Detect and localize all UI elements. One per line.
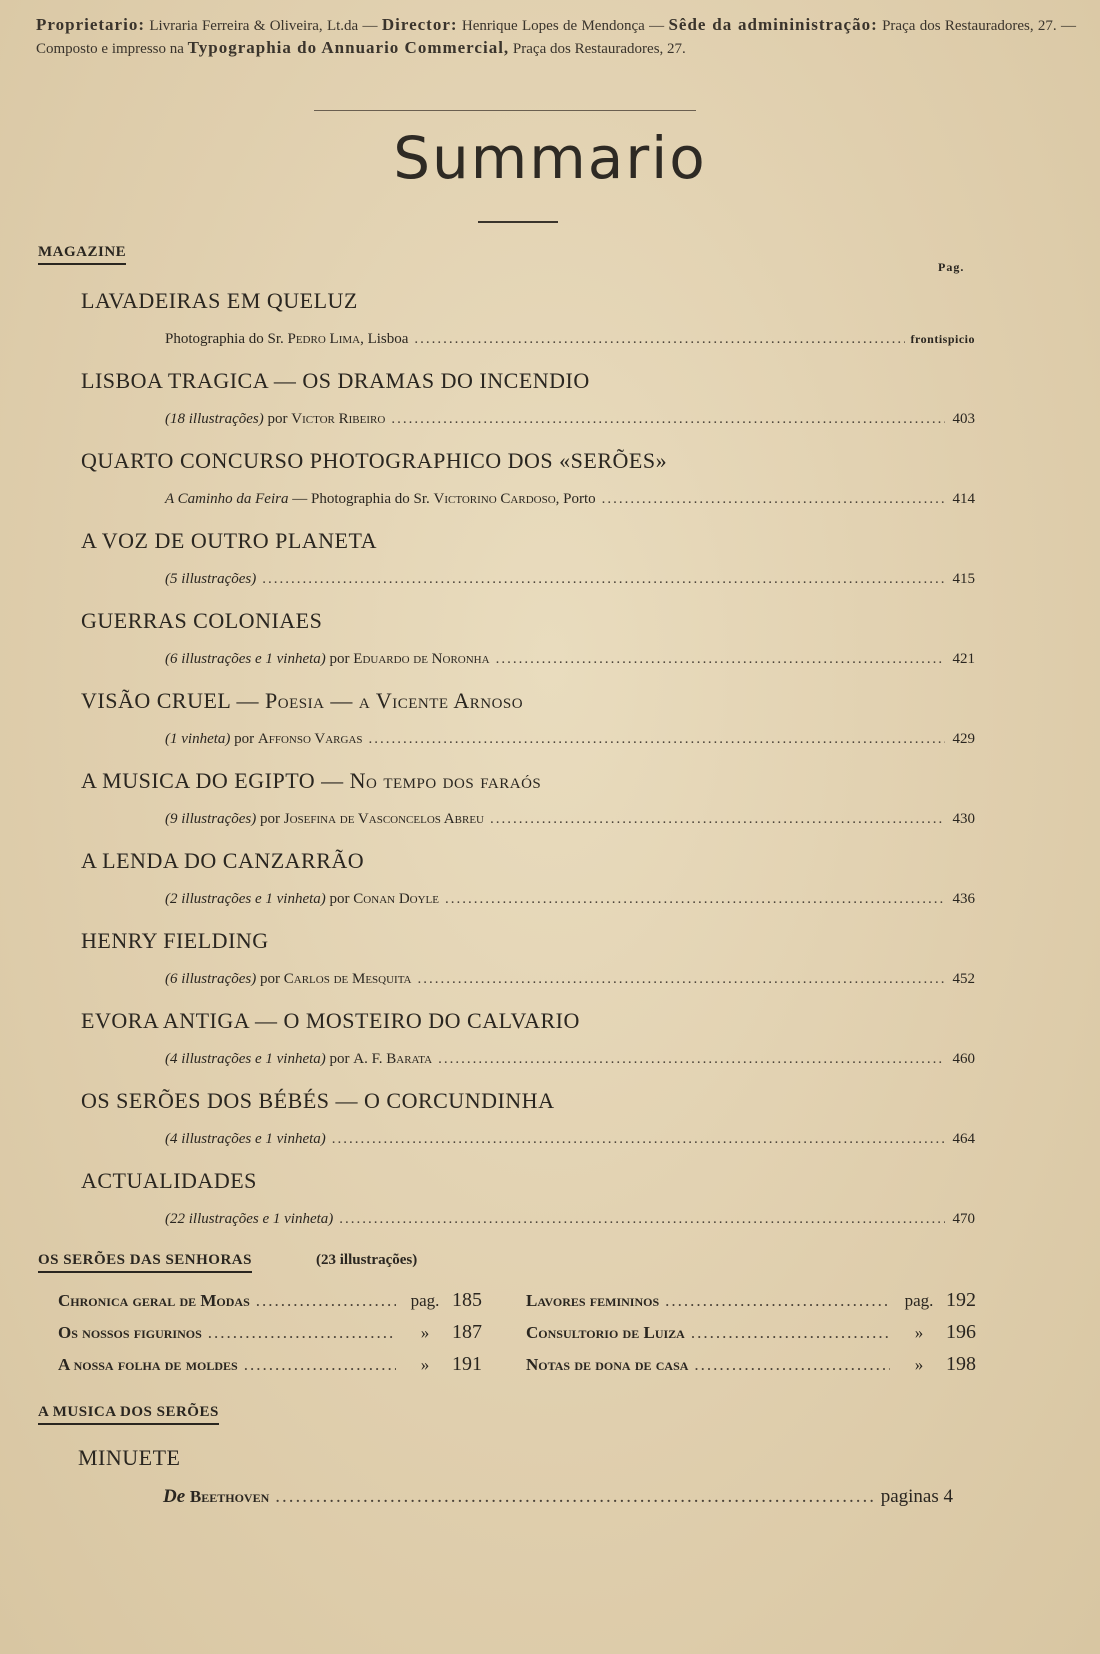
senhoras-item-pag: pag. (904, 1291, 934, 1310)
entry-desc-text: por (256, 971, 284, 987)
magazine-heading: MAGAZINE (38, 244, 126, 265)
entry-title-text: A MUSICA DO EGIPTO — (81, 768, 350, 793)
sede-label: Sêde da admininistração: (668, 15, 878, 34)
entry-description (165, 1211, 333, 1228)
entry-desc-text: por (325, 651, 354, 667)
musica-title: MINUETE (78, 1445, 181, 1470)
entry-page-number: 436 (952, 891, 975, 907)
leader-dots (445, 891, 945, 908)
entry-description (165, 331, 408, 348)
entry-desc-text: Photographia do Sr. (165, 331, 288, 347)
entry-title (81, 608, 322, 634)
leader-dots (332, 1131, 945, 1148)
entry-line (165, 811, 975, 833)
entry-line (165, 411, 975, 433)
entry-line (165, 891, 975, 913)
senhoras-heading-sub: (23 illustrações) (316, 1252, 418, 1268)
entry-line (165, 1131, 975, 1153)
leader-dots (262, 571, 945, 588)
entry-illustrations: (18 illustrações) (165, 411, 264, 427)
senhoras-item-pag: » (420, 1355, 430, 1374)
leader-dots (339, 1211, 945, 1228)
entry-page-number: 464 (952, 1131, 975, 1147)
entry-page-number: 421 (952, 651, 975, 667)
entry-illustrations: (4 illustrações e 1 vinheta) (165, 1131, 326, 1147)
entry-description (165, 1131, 326, 1148)
senhoras-item-page-number: 198 (946, 1353, 976, 1375)
entry-illustrations: (2 illustrações e 1 vinheta) (165, 891, 326, 907)
leader-dots (490, 811, 945, 828)
entry-illustrations: (5 illustrações) (165, 571, 257, 587)
entry-illustrations: (4 illustrações e 1 vinheta) (165, 1051, 326, 1067)
entry-page-number: frontispicio (910, 332, 975, 346)
entry-title (81, 688, 523, 714)
entry-illustrations: (22 illustrações e 1 vinheta) (165, 1211, 334, 1227)
leader-dots (256, 1291, 396, 1311)
entry-title-text: GUERRAS COLONIAES (81, 608, 323, 633)
leader-dots (208, 1323, 396, 1343)
leader-dots (244, 1355, 396, 1375)
entry-title-text: OS SERÕES DOS BÉBÉS — O CORCUNDINHA (81, 1088, 555, 1113)
entry-description (165, 1051, 432, 1068)
entry-line (165, 1051, 975, 1073)
senhoras-item-page-number: 191 (452, 1353, 482, 1375)
entry-description (165, 891, 439, 908)
musica-heading: A MUSICA DOS SERÕES (38, 1404, 219, 1425)
senhoras-item-label: A nossa folha de moldes (58, 1355, 238, 1374)
entry-description (165, 731, 363, 748)
entry-author: A. F. Barata (353, 1051, 433, 1067)
entry-description (165, 971, 412, 988)
senhoras-item-page-number: 187 (452, 1321, 482, 1343)
senhoras-item-page-number: 192 (946, 1289, 976, 1311)
entry-desc-text: por (263, 411, 292, 427)
entry-page-number: 429 (952, 731, 975, 747)
entry-title (81, 528, 377, 554)
entry-page-number: 470 (952, 1211, 975, 1227)
entry-title (81, 928, 269, 954)
musica-author: Beethoven (189, 1487, 270, 1506)
entry-title-text: QUARTO CONCURSO PHOTOGRAPHICO DOS «SERÕES» (81, 448, 668, 473)
leader-dots (391, 411, 945, 428)
entry-desc-text: por (256, 811, 284, 827)
leader-dots (691, 1323, 890, 1343)
entry-title-text: ACTUALIDADES (81, 1168, 257, 1193)
senhoras-item (58, 1353, 482, 1381)
senhoras-item-pag: » (914, 1355, 924, 1374)
entry-line (165, 331, 975, 353)
proprietario-label: Proprietario: (36, 15, 145, 34)
entry-desc-text: por (325, 1051, 354, 1067)
entry-page-number: 430 (952, 811, 975, 827)
senhoras-item (526, 1289, 976, 1317)
entry-description (165, 571, 256, 588)
entry-description (165, 491, 596, 508)
entry-desc-text: por (230, 731, 258, 747)
entry-title (81, 368, 590, 394)
musica-line (163, 1486, 953, 1512)
entry-author: Conan Doyle (353, 891, 439, 907)
title-rule (478, 221, 558, 223)
entry-illustrations: (9 illustrações) (165, 811, 257, 827)
masthead (36, 14, 1076, 60)
leader-dots (369, 731, 945, 748)
sede-text: Praça dos Restauradores, 27. — Composto e impresso na (36, 18, 1077, 57)
senhoras-heading-title: OS SERÕES DAS SENHORAS (38, 1252, 252, 1268)
entry-line (165, 1211, 975, 1233)
entry-desc-after: , Lisboa (360, 331, 409, 347)
entry-line (165, 491, 975, 513)
entry-page-number: 415 (952, 571, 975, 587)
entry-title-text: LISBOA TRAGICA — OS DRAMAS DO INCENDIO (81, 368, 590, 393)
entry-illustrations: (1 vinheta) (165, 731, 231, 747)
entry-illustrations: (6 illustrações) (165, 971, 257, 987)
typographia-text: Praça dos Restauradores, 27. (512, 41, 686, 57)
leader-dots (496, 651, 945, 668)
entry-title (81, 848, 364, 874)
entry-title (81, 1088, 554, 1114)
leader-dots (414, 331, 904, 348)
entry-description (165, 411, 385, 428)
entry-title-text: A LENDA DO CANZARRÃO (81, 848, 365, 873)
director-label: Director: (381, 15, 458, 34)
senhoras-item (58, 1289, 482, 1317)
senhoras-item-label: Chronica geral de Modas (58, 1291, 250, 1310)
entry-title (81, 1168, 257, 1194)
entry-page-number: 403 (952, 411, 975, 427)
senhoras-item (526, 1353, 976, 1381)
senhoras-item-page-number: 196 (946, 1321, 976, 1343)
pag-column-label: Pag. (938, 260, 965, 274)
entry-author: Victor Ribeiro (291, 411, 386, 427)
entry-title-text: LAVADEIRAS EM QUELUZ (81, 288, 358, 313)
entry-author: Victorino Cardoso (433, 491, 556, 507)
entry-desc-text: por (325, 891, 354, 907)
entry-title-text: EVORA ANTIGA — O MOSTEIRO DO CALVARIO (81, 1008, 580, 1033)
entry-title-text: HENRY FIELDING (81, 928, 269, 953)
entry-author: Carlos de Mesquita (283, 971, 412, 987)
director-text: Henrique Lopes de Mendonça — (461, 18, 665, 34)
entry-title-text: VISÃO CRUEL — (81, 688, 266, 713)
leader-dots (418, 971, 946, 988)
senhoras-item-label: Lavores femininos (526, 1291, 660, 1310)
senhoras-item-pag: » (420, 1323, 430, 1342)
entry-desc-after: , Porto (555, 491, 596, 507)
entry-title (81, 768, 541, 794)
entry-line (165, 971, 975, 993)
leader-dots (438, 1051, 945, 1068)
senhoras-item (526, 1321, 976, 1349)
musica-page: paginas 4 (880, 1486, 953, 1507)
page-title: Summario (393, 124, 707, 192)
entry-title-text: A VOZ DE OUTRO PLANETA (81, 528, 378, 553)
entry-page-number: 460 (952, 1051, 975, 1067)
entry-author: Josefina de Vasconcelos Abreu (283, 811, 484, 827)
entry-page-number: 452 (952, 971, 975, 987)
entry-description (165, 811, 484, 828)
entry-title (81, 288, 358, 314)
entry-line (165, 651, 975, 673)
entry-description (165, 651, 490, 668)
leader-dots (602, 491, 945, 508)
senhoras-item-pag: » (914, 1323, 924, 1342)
entry-page-number: 414 (952, 491, 975, 507)
typographia-label: Typographia do Annuario Commercial, (187, 38, 510, 57)
entry-author: Pedro Lima (287, 331, 361, 347)
entry-desc-text: — Photographia do Sr. (288, 491, 434, 507)
senhoras-item (58, 1321, 482, 1349)
top-rule (314, 110, 696, 111)
leader-dots (694, 1355, 890, 1375)
entry-line (165, 571, 975, 593)
entry-line (165, 731, 975, 753)
leader-dots (275, 1486, 874, 1508)
senhoras-heading (38, 1252, 252, 1273)
entry-title (81, 448, 667, 474)
entry-author: Affonso Vargas (257, 731, 363, 747)
leader-dots (665, 1291, 890, 1311)
entry-title (81, 1008, 580, 1034)
musica-desc: De (163, 1486, 186, 1507)
senhoras-item-label: Notas de dona de casa (526, 1355, 689, 1374)
entry-author: Eduardo de Noronha (353, 651, 490, 667)
entry-illustrations: (6 illustrações e 1 vinheta) (165, 651, 326, 667)
senhoras-item-label: Consultorio de Luiza (526, 1323, 685, 1342)
entry-title-subtitle: No tempo dos faraós (349, 768, 542, 793)
proprietario-text: Livraria Ferreira & Oliveira, Lt.da — (149, 18, 378, 34)
senhoras-item-pag: pag. (410, 1291, 440, 1310)
entry-title-subtitle: Poesia — a Vicente Arnoso (265, 688, 524, 713)
entry-illustrations: A Caminho da Feira (165, 491, 289, 507)
senhoras-item-page-number: 185 (452, 1289, 482, 1311)
senhoras-item-label: Os nossos figurinos (58, 1323, 202, 1342)
